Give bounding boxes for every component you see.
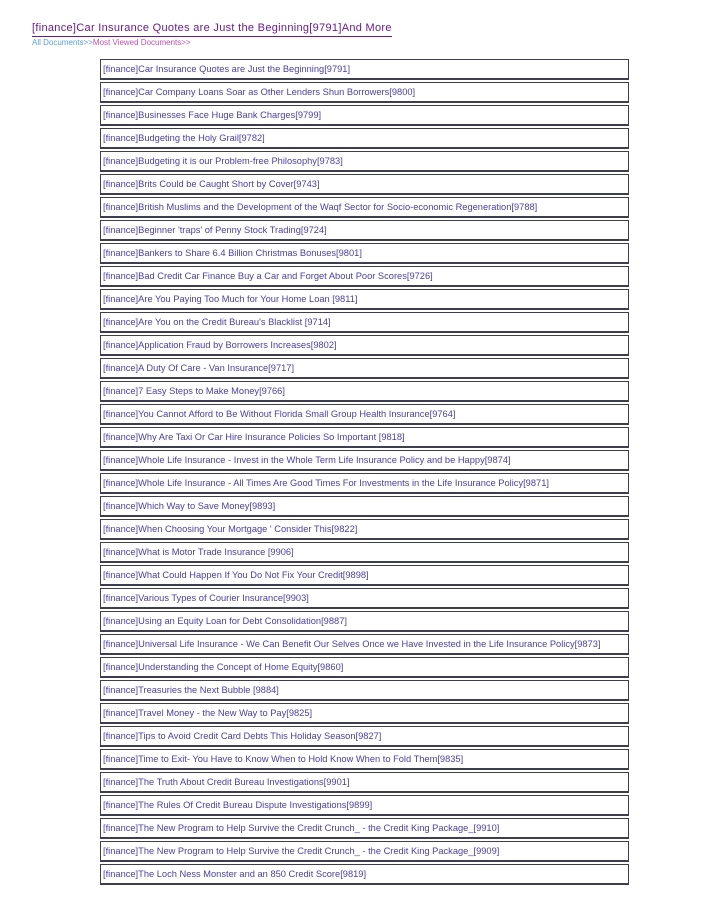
document-row — [100, 588, 629, 609]
document-row — [100, 427, 629, 448]
document-row — [100, 243, 629, 264]
document-row — [100, 335, 629, 356]
document-link[interactable]: [finance]Whole Life Insurance - Invest in the Whole Term Life Insurance Policy and be Happy[9874] — [103, 455, 511, 465]
document-link[interactable]: [finance]Car Insurance Quotes are Just the Beginning[9791] — [103, 64, 351, 74]
document-row — [100, 312, 629, 333]
document-link[interactable]: [finance]The Rules Of Credit Bureau Dispute Investigations[9899] — [103, 799, 373, 810]
document-row — [100, 358, 629, 379]
document-row — [100, 151, 629, 172]
document-row — [100, 450, 629, 471]
document-link[interactable]: [finance]Travel Money - the New Way to Pay[9825] — [103, 707, 313, 718]
document-link[interactable]: [finance]What is Motor Trade Insurance [9906] — [103, 547, 294, 557]
document-row — [100, 841, 629, 862]
document-row — [100, 703, 629, 724]
document-row — [100, 404, 629, 425]
document-row — [100, 519, 629, 540]
document-link[interactable]: [finance]Beginner 'traps' of Penny Stock Trading[9724] — [103, 225, 327, 235]
document-row — [100, 864, 629, 885]
document-row — [100, 381, 629, 402]
document-link[interactable]: [finance]Bankers to Share 6.4 Billion Christmas Bonuses[9801] — [103, 248, 362, 258]
document-row — [100, 82, 629, 103]
breadcrumb-most-viewed-link[interactable]: Most Viewed Documents>> — [92, 38, 191, 47]
document-row — [100, 772, 629, 793]
document-link[interactable]: [finance]A Duty Of Care - Van Insurance[9717] — [103, 363, 295, 373]
document-row — [100, 634, 629, 655]
document-row — [100, 565, 629, 586]
document-row — [100, 174, 629, 195]
document-link[interactable]: [finance]Application Fraud by Borrowers Increases[9802] — [103, 340, 337, 350]
document-list — [100, 59, 629, 887]
document-row — [100, 818, 629, 839]
document-row — [100, 749, 629, 770]
document-link[interactable]: [finance]Budgeting the Holy Grail[9782] — [103, 133, 265, 143]
document-link[interactable]: [finance]Businesses Face Huge Bank Charges[9799] — [103, 110, 322, 120]
document-row — [100, 657, 629, 678]
document-link[interactable]: [finance]Using an Equity Loan for Debt Consolidation[9887] — [103, 616, 347, 626]
document-link[interactable]: [finance]What Could Happen If You Do Not Fix Your Credit[9898] — [103, 570, 369, 580]
breadcrumb — [32, 38, 191, 47]
document-link[interactable]: [finance]Why Are Taxi Or Car Hire Insurance Policies So Important [9818] — [103, 432, 405, 442]
document-link[interactable]: [finance]Brits Could be Caught Short by Cover[9743] — [103, 179, 320, 189]
document-row — [100, 105, 629, 126]
document-row — [100, 795, 629, 816]
document-row — [100, 542, 629, 563]
document-link[interactable]: [finance]You Cannot Afford to Be Without Florida Small Group Health Insurance[9764] — [103, 409, 456, 419]
document-link[interactable]: [finance]Understanding the Concept of Home Equity[9860] — [103, 661, 344, 672]
document-row — [100, 289, 629, 310]
document-link[interactable]: [finance]The Truth About Credit Bureau Investigations[9901] — [103, 776, 350, 787]
breadcrumb-all-documents-link[interactable]: All Documents>> — [32, 38, 93, 47]
document-link[interactable]: [finance]The Loch Ness Monster and an 850 Credit Score[9819] — [103, 868, 367, 879]
document-link[interactable]: [finance]When Choosing Your Mortgage ' Consider This[9822] — [103, 524, 358, 534]
document-link[interactable]: [finance]Universal Life Insurance - We Can Benefit Our Selves Once we Have Invested in the Life Insurance Policy[9873] — [103, 639, 601, 649]
document-row — [100, 611, 629, 632]
document-row — [100, 726, 629, 747]
document-link[interactable]: [finance]Time to Exit- You Have to Know When to Hold Know When to Fold Them[9835] — [103, 753, 464, 764]
document-link[interactable]: [finance]Car Company Loans Soar as Other Lenders Shun Borrowers[9800] — [103, 87, 416, 97]
document-link[interactable]: [finance]Which Way to Save Money[9893] — [103, 501, 276, 511]
document-link[interactable]: [finance]Various Types of Courier Insurance[9903] — [103, 593, 309, 603]
document-link[interactable]: [finance]Bad Credit Car Finance Buy a Car and Forget About Poor Scores[9726] — [103, 271, 433, 281]
document-link[interactable]: [finance]British Muslims and the Development of the Waqf Sector for Socio-economic Regeneration[9788] — [103, 202, 538, 212]
document-link[interactable]: [finance]Budgeting it is our Problem-free Philosophy[9783] — [103, 156, 343, 166]
page-title: [finance]Car Insurance Quotes are Just the Beginning[9791]And More — [32, 22, 392, 37]
document-link[interactable]: [finance]7 Easy Steps to Make Money[9766] — [103, 386, 285, 396]
document-row — [100, 473, 629, 494]
document-link[interactable]: [finance]Tips to Avoid Credit Card Debts This Holiday Season[9827] — [103, 730, 382, 741]
document-row — [100, 128, 629, 149]
document-row — [100, 220, 629, 241]
document-link[interactable]: [finance]The New Program to Help Survive the Credit Crunch_ - the Credit King Package_[9910] — [103, 822, 500, 833]
document-row — [100, 266, 629, 287]
document-row — [100, 197, 629, 218]
document-link[interactable]: [finance]Treasuries the Next Bubble [9884] — [103, 684, 279, 695]
document-row — [100, 496, 629, 517]
document-link[interactable]: [finance]Are You on the Credit Bureau's Blacklist [9714] — [103, 317, 331, 327]
document-link[interactable]: [finance]Are You Paying Too Much for Your Home Loan [9811] — [103, 294, 358, 304]
document-link[interactable]: [finance]The New Program to Help Survive the Credit Crunch_ - the Credit King Package_[9909] — [103, 845, 500, 856]
document-link[interactable]: [finance]Whole Life Insurance - All Times Are Good Times For Investments in the Life Insurance Policy[9871] — [103, 478, 549, 488]
document-row — [100, 680, 629, 701]
document-row — [100, 59, 629, 80]
